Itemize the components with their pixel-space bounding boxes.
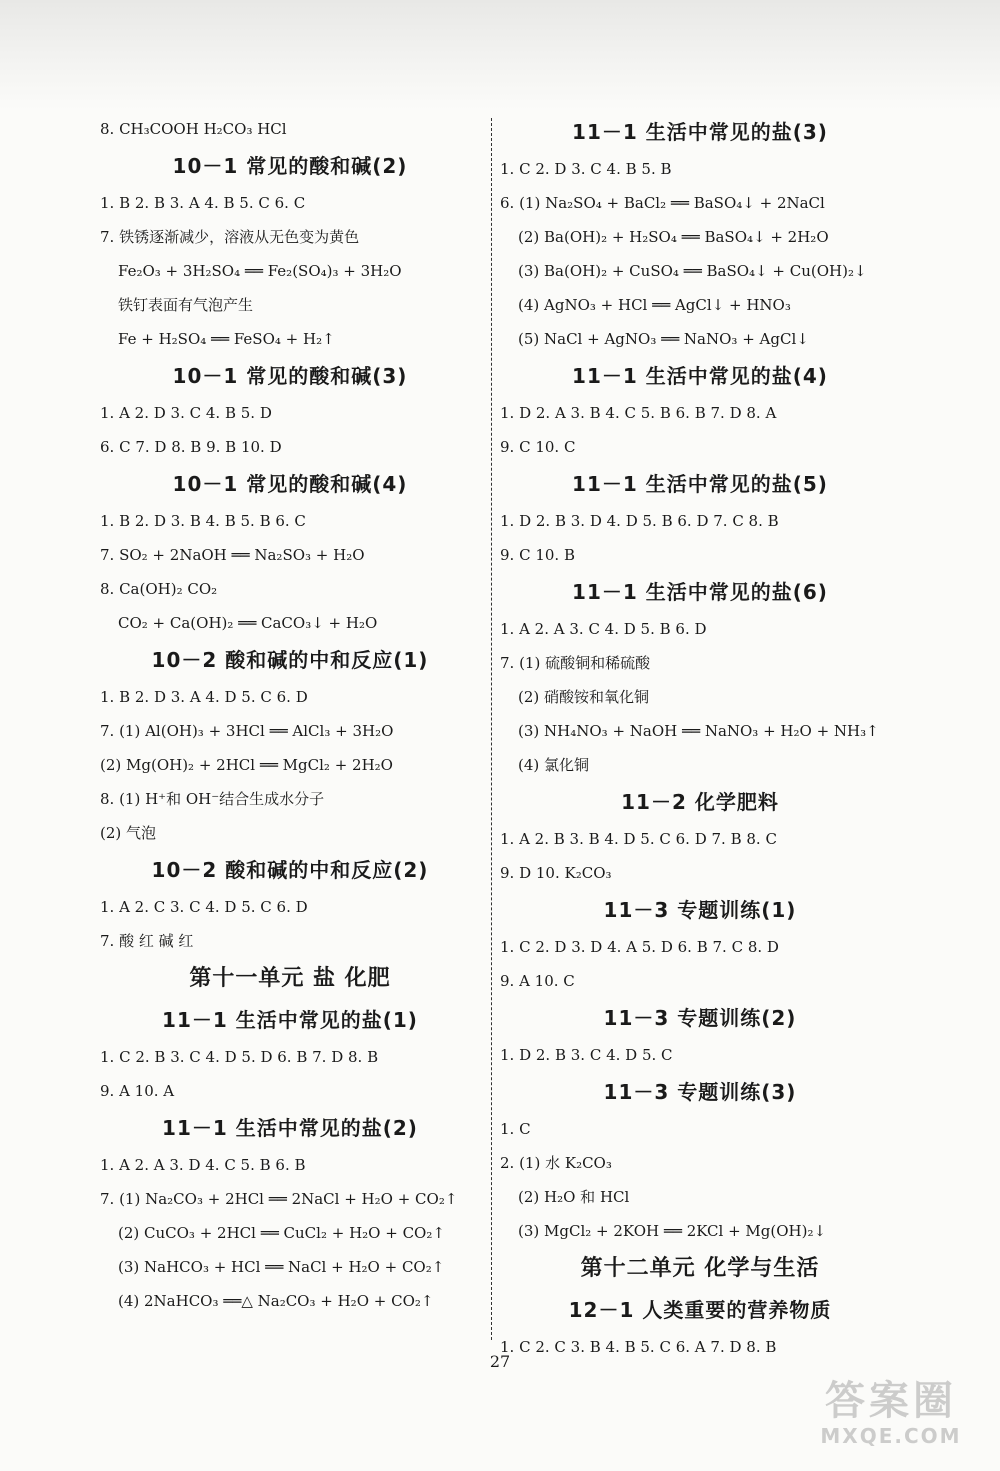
answer-line: 1. D 2. A 3. B 4. C 5. B 6. B 7. D 8. A (500, 404, 777, 422)
scan-shadow (0, 0, 1000, 110)
watermark-bottom: MXQE.COM (820, 1424, 962, 1448)
answer-line: 1. C 2. D 3. D 4. A 5. D 6. B 7. C 8. D (500, 938, 779, 956)
answer-line: (2) 气泡 (100, 824, 157, 842)
section-heading: 11－1 生活中常见的盐(3) (572, 120, 828, 144)
section-heading: 12－1 人类重要的营养物质 (568, 1298, 832, 1322)
equation-line: (4) AgNO₃ + HCl ══ AgCl↓ + HNO₃ (518, 296, 791, 314)
answer-line: 9. C 10. B (500, 546, 575, 564)
section-heading: 11－1 生活中常见的盐(2) (162, 1116, 418, 1140)
answer-line: 8. Ca(OH)₂ CO₂ (100, 580, 218, 598)
answer-line: 1. B 2. D 3. A 4. D 5. C 6. D (100, 688, 308, 706)
watermark-logo (806, 1378, 976, 1458)
unit-heading: 第十二单元 化学与生活 (580, 1256, 820, 1281)
answer-line: (2) H₂O 和 HCl (518, 1188, 630, 1206)
equation-line: (5) NaCl + AgNO₃ ══ NaNO₃ + AgCl↓ (518, 330, 809, 348)
answer-line: 2. (1) 水 K₂CO₃ (500, 1154, 612, 1172)
answer-line: 1. C 2. C 3. B 4. B 5. C 6. A 7. D 8. B (500, 1338, 777, 1356)
equation-line: Fe₂O₃ + 3H₂SO₄ ══ Fe₂(SO₄)₃ + 3H₂O (118, 262, 402, 280)
equation-line: Fe + H₂SO₄ ══ FeSO₄ + H₂↑ (118, 330, 335, 348)
answer-line: 8. (1) H⁺和 OH⁻结合生成水分子 (100, 790, 325, 808)
answer-line: 1. B 2. B 3. A 4. B 5. C 6. C (100, 194, 306, 212)
answer-line: 9. D 10. K₂CO₃ (500, 864, 612, 882)
section-heading: 11－3 专题训练(1) (603, 898, 797, 922)
answer-line: 1. C 2. B 3. C 4. D 5. D 6. B 7. D 8. B (100, 1048, 379, 1066)
answer-line: 6. C 7. D 8. B 9. B 10. D (100, 438, 282, 456)
equation-line: CO₂ + Ca(OH)₂ ══ CaCO₃↓ + H₂O (118, 614, 378, 632)
equation-line: (4) 2NaHCO₃ ══△ Na₂CO₃ + H₂O + CO₂↑ (118, 1292, 434, 1310)
equation-line: (3) NH₄NO₃ + NaOH ══ NaNO₃ + H₂O + NH₃↑ (518, 722, 879, 740)
answer-line: 1. A 2. A 3. D 4. C 5. B 6. B (100, 1156, 306, 1174)
answer-line: 铁钉表面有气泡产生 (118, 296, 254, 314)
answer-line: 1. A 2. A 3. C 4. D 5. B 6. D (500, 620, 707, 638)
equation-line: (3) Ba(OH)₂ + CuSO₄ ══ BaSO₄↓ + Cu(OH)₂↓ (518, 262, 867, 280)
section-heading: 10－2 酸和碱的中和反应(1) (151, 648, 429, 672)
answer-line: 1. A 2. C 3. C 4. D 5. C 6. D (100, 898, 308, 916)
section-heading: 10－1 常见的酸和碱(3) (172, 364, 408, 388)
right-column (500, 112, 900, 1364)
equation-line: (3) MgCl₂ + 2KOH ══ 2KCl + Mg(OH)₂↓ (518, 1222, 827, 1240)
page-number: 27 (489, 1352, 511, 1371)
answer-line: 9. A 10. A (100, 1082, 175, 1100)
equation-line: 7. (1) Al(OH)₃ + 3HCl ══ AlCl₃ + 3H₂O (100, 722, 394, 740)
section-heading: 11－1 生活中常见的盐(5) (572, 472, 828, 496)
answer-line: 1. C (500, 1120, 531, 1138)
equation-line: (2) CuCO₃ + 2HCl ══ CuCl₂ + H₂O + CO₂↑ (118, 1224, 445, 1242)
unit-heading: 第十一单元 盐 化肥 (189, 966, 391, 991)
equation-line: (2) Mg(OH)₂ + 2HCl ══ MgCl₂ + 2H₂O (100, 756, 393, 774)
equation-line: 6. (1) Na₂SO₄ + BaCl₂ ══ BaSO₄↓ + 2NaCl (500, 194, 825, 212)
section-heading: 11－3 专题训练(3) (603, 1080, 797, 1104)
answer-line: 9. A 10. C (500, 972, 575, 990)
answer-line: 8. CH₃COOH H₂CO₃ HCl (100, 120, 287, 138)
left-column (100, 112, 480, 1318)
answer-line: 1. D 2. B 3. C 4. D 5. C (500, 1046, 673, 1064)
answer-line: 1. A 2. D 3. C 4. B 5. D (100, 404, 272, 422)
section-heading: 10－1 常见的酸和碱(4) (172, 472, 408, 496)
equation-line: 7. SO₂ + 2NaOH ══ Na₂SO₃ + H₂O (100, 546, 365, 564)
answer-line: (2) 硝酸铵和氧化铜 (518, 688, 650, 706)
answer-line: 1. A 2. B 3. B 4. D 5. C 6. D 7. B 8. C (500, 830, 777, 848)
section-heading: 11－3 专题训练(2) (603, 1006, 797, 1030)
column-divider (491, 118, 492, 1340)
equation-line: (2) Ba(OH)₂ + H₂SO₄ ══ BaSO₄↓ + 2H₂O (518, 228, 829, 246)
answer-line: 7. 酸 红 碱 红 (100, 932, 194, 950)
answer-line: 1. D 2. B 3. D 4. D 5. B 6. D 7. C 8. B (500, 512, 779, 530)
watermark-top: 答案圈 (825, 1378, 957, 1424)
equation-line: (3) NaHCO₃ + HCl ══ NaCl + H₂O + CO₂↑ (118, 1258, 445, 1276)
answer-line: 9. C 10. C (500, 438, 576, 456)
section-heading: 10－1 常见的酸和碱(2) (172, 154, 408, 178)
section-heading: 11－1 生活中常见的盐(4) (572, 364, 828, 388)
equation-line: 7. (1) Na₂CO₃ + 2HCl ══ 2NaCl + H₂O + CO₂↑ (100, 1190, 458, 1208)
section-heading: 11－1 生活中常见的盐(1) (162, 1008, 418, 1032)
answer-line: 1. C 2. D 3. C 4. B 5. B (500, 160, 672, 178)
answer-line: 1. B 2. D 3. B 4. B 5. B 6. C (100, 512, 306, 530)
answer-line: 7. 铁锈逐渐减少，溶液从无色变为黄色 (100, 228, 360, 246)
section-heading: 11－1 生活中常见的盐(6) (572, 580, 828, 604)
section-heading: 11－2 化学肥料 (621, 790, 779, 814)
section-heading: 10－2 酸和碱的中和反应(2) (151, 858, 429, 882)
answer-line: (4) 氯化铜 (518, 756, 590, 774)
answer-line: 7. (1) 硫酸铜和稀硫酸 (500, 654, 651, 672)
